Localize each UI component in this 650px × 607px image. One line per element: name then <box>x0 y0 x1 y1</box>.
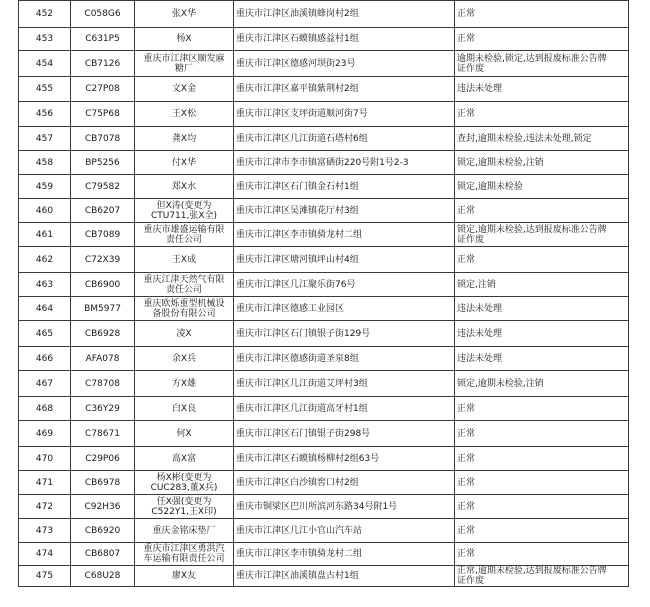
owner-line: 重庆欧烁重型机械设 <box>143 298 225 309</box>
address: 重庆市江津区石门镇金石村1组 <box>234 175 455 199</box>
plate-number: CB6978 <box>71 471 135 495</box>
owner-name <box>135 321 234 347</box>
status <box>455 1 629 28</box>
table-row <box>19 519 629 543</box>
owner-name <box>135 471 234 495</box>
owner-name <box>135 421 234 447</box>
address: 重庆市江津区白沙镇窖口村2组 <box>234 471 455 495</box>
owner-line: 文X金 <box>171 84 197 94</box>
row-number: 465 <box>19 321 71 347</box>
address: 重庆市铜梁区巴川所滨河东路34号附1号 <box>234 495 455 519</box>
plate-number: AFA078 <box>71 347 135 371</box>
owner-line: 杨X <box>176 34 192 44</box>
row-number: 462 <box>19 247 71 273</box>
table-row <box>19 495 629 519</box>
status <box>455 471 629 495</box>
plate-number: CB7078 <box>71 127 135 151</box>
table-row <box>19 151 629 175</box>
status-line: 证作废 <box>457 234 485 245</box>
status-line: 证作废 <box>457 63 485 74</box>
table-row <box>19 28 629 51</box>
status <box>455 297 629 321</box>
address: 重庆市江津区嘉平镇紫荆村2组 <box>234 77 455 102</box>
status-line: 锁定,逾期未检验,注销 <box>457 378 544 389</box>
status <box>455 543 629 566</box>
owner-line: 何X <box>176 428 192 439</box>
plate-number: CB6928 <box>71 321 135 347</box>
plate-number: C79582 <box>71 175 135 199</box>
owner-line: 重庆市江津区顺发麻 <box>143 53 225 64</box>
row-number: 473 <box>19 519 71 543</box>
address: 重庆市江津区吴滩镇花厅村3组 <box>234 199 455 223</box>
address: 重庆市江津区石门镇银子街298号 <box>234 421 455 447</box>
owner-name <box>135 495 234 519</box>
owner-name <box>135 273 234 297</box>
row-number: 471 <box>19 471 71 495</box>
address: 重庆市江津区几江聚乐街76号 <box>234 273 455 297</box>
status <box>455 273 629 297</box>
plate-number: C29P06 <box>71 447 135 471</box>
address: 重庆市江津区李市镇骑龙村二组 <box>234 543 455 566</box>
owner-line: 张X华 <box>171 9 197 19</box>
plate-number: CB7089 <box>71 223 135 247</box>
owner-line: 责任公司 <box>165 234 202 245</box>
owner-line: 责任公司 <box>165 284 202 295</box>
row-number: 458 <box>19 151 71 175</box>
address: 重庆市江津区李市镇骑龙村二组 <box>234 223 455 247</box>
table-row <box>19 447 629 471</box>
owner-name <box>135 247 234 273</box>
status <box>455 102 629 127</box>
status <box>455 495 629 519</box>
plate-number: C92H36 <box>71 495 135 519</box>
row-number: 467 <box>19 371 71 397</box>
address: 重庆市江津区几江街道艾坪村3组 <box>234 371 455 397</box>
row-number: 461 <box>19 223 71 247</box>
plate-number: CB6207 <box>71 199 135 223</box>
status <box>455 77 629 102</box>
table-row <box>19 199 629 223</box>
plate-number: C36Y29 <box>71 397 135 421</box>
row-number: 455 <box>19 77 71 102</box>
table-row <box>19 51 629 77</box>
row-number: 452 <box>19 1 71 28</box>
owner-line: 余X兵 <box>171 353 197 364</box>
status-line: 正常 <box>457 428 476 439</box>
plate-number: C631P5 <box>71 28 135 51</box>
address: 重庆市江津区石蟆镇杨柳村2组63号 <box>234 447 455 471</box>
address: 重庆市江津区德感工业园区 <box>234 297 455 321</box>
status-line: 违法未处理 <box>457 84 503 94</box>
address: 重庆市江津区几江街道石塔村6组 <box>234 127 455 151</box>
owner-line: C522Y1,王X印) <box>151 506 217 517</box>
address: 重庆市江津区几江街道高牙村1组 <box>234 397 455 421</box>
status-line: 正常 <box>457 501 476 512</box>
status <box>455 397 629 421</box>
vehicle-table <box>18 0 629 587</box>
row-number: 475 <box>19 566 71 587</box>
status-line: 正常 <box>457 477 476 488</box>
owner-line: 任X强(变更为 <box>156 496 212 507</box>
plate-number: CB7126 <box>71 51 135 77</box>
status-line: 正常,逾期未检验,达到报废标准公告牌 <box>457 566 607 576</box>
table-row <box>19 1 629 28</box>
status <box>455 247 629 273</box>
owner-line: 郑X水 <box>171 181 197 192</box>
owner-line: 车运输有限责任公司 <box>143 554 225 564</box>
table-row <box>19 543 629 566</box>
table-row <box>19 566 629 587</box>
status-line: 违法未处理 <box>457 353 503 364</box>
plate-number: C75P68 <box>71 102 135 127</box>
status <box>455 566 629 587</box>
owner-name <box>135 297 234 321</box>
owner-name <box>135 102 234 127</box>
status <box>455 347 629 371</box>
owner-line: 重庆市雄盛运输有限 <box>143 224 225 235</box>
owner-line: 王X成 <box>171 254 197 265</box>
plate-number: CB6807 <box>71 543 135 566</box>
status-line: 正常 <box>457 453 476 464</box>
status <box>455 151 629 175</box>
table-row <box>19 247 629 273</box>
table-row <box>19 421 629 447</box>
status-line: 违法未处理 <box>457 328 503 339</box>
owner-line: 备股份有限公司 <box>152 308 216 319</box>
status-line: 锁定,逾期未检验 <box>457 181 523 192</box>
owner-line: 重庆市江津区勇洪汽 <box>143 544 225 554</box>
status-line: 锁定,逾期未检验,注销 <box>457 157 544 168</box>
owner-line: 糖厂 <box>174 63 193 74</box>
row-number: 472 <box>19 495 71 519</box>
owner-name <box>135 175 234 199</box>
owner-name <box>135 447 234 471</box>
status <box>455 28 629 51</box>
row-number: 469 <box>19 421 71 447</box>
table-row <box>19 223 629 247</box>
plate-number: C68U28 <box>71 566 135 587</box>
owner-line: CTU711,张X全) <box>150 210 218 221</box>
row-number: 463 <box>19 273 71 297</box>
status-line: 锁定,注销 <box>457 279 496 290</box>
status-line: 正常 <box>457 205 476 216</box>
status-line: 查封,逾期未检验,违法未处理,锁定 <box>457 133 592 144</box>
owner-name <box>135 371 234 397</box>
table-row <box>19 297 629 321</box>
status <box>455 447 629 471</box>
row-number: 456 <box>19 102 71 127</box>
owner-name <box>135 151 234 175</box>
plate-number: CB6920 <box>71 519 135 543</box>
row-number: 474 <box>19 543 71 566</box>
status <box>455 175 629 199</box>
address: 重庆市江津区支坪街道顺河街7号 <box>234 102 455 127</box>
owner-name <box>135 397 234 421</box>
table-row <box>19 397 629 421</box>
status-line: 锁定,逾期未检验,达到报废标准公告牌 <box>457 224 607 235</box>
plate-number: C78708 <box>71 371 135 397</box>
owner-line: 方X雄 <box>171 378 197 389</box>
row-number: 459 <box>19 175 71 199</box>
status <box>455 51 629 77</box>
owner-line: 重庆金铭床垫厂 <box>152 525 216 536</box>
status-line: 正常 <box>457 9 476 19</box>
status-line: 正常 <box>457 254 476 265</box>
owner-name <box>135 519 234 543</box>
table-row <box>19 347 629 371</box>
owner-name <box>135 77 234 102</box>
owner-name <box>135 51 234 77</box>
table-row <box>19 102 629 127</box>
plate-number: BM5977 <box>71 297 135 321</box>
plate-number: BP5256 <box>71 151 135 175</box>
table-row <box>19 273 629 297</box>
owner-name <box>135 566 234 587</box>
status <box>455 223 629 247</box>
address: 重庆市江津区德感街道圣泉8组 <box>234 347 455 371</box>
owner-line: 付X华 <box>171 157 197 168</box>
status <box>455 519 629 543</box>
owner-line: CUC283,董X兵) <box>150 482 218 493</box>
plate-number: C27P08 <box>71 77 135 102</box>
row-number: 460 <box>19 199 71 223</box>
owner-line: 廖X友 <box>171 571 197 581</box>
status-line: 逾期未检验,锁定,达到报废标准公告牌 <box>457 53 607 64</box>
address: 重庆市江津区石蟆镇感益村1组 <box>234 28 455 51</box>
row-number: 453 <box>19 28 71 51</box>
table-row <box>19 471 629 495</box>
owner-name <box>135 543 234 566</box>
owner-line: 白X良 <box>171 403 197 414</box>
owner-line: 但X涛(变更为 <box>156 200 212 211</box>
plate-number: CB6900 <box>71 273 135 297</box>
row-number: 466 <box>19 347 71 371</box>
owner-line: 凌X <box>176 328 192 339</box>
table-row <box>19 127 629 151</box>
row-number: 470 <box>19 447 71 471</box>
row-number: 464 <box>19 297 71 321</box>
status-line: 正常 <box>457 403 476 414</box>
address: 重庆市江津区石门镇银子街129号 <box>234 321 455 347</box>
owner-name <box>135 28 234 51</box>
owner-name <box>135 1 234 28</box>
owner-line: 高X富 <box>171 453 197 464</box>
plate-number: C78671 <box>71 421 135 447</box>
address: 重庆市江津区油溪镇蜂岗村2组 <box>234 1 455 28</box>
status-line: 证作废 <box>457 576 485 586</box>
status <box>455 421 629 447</box>
owner-name <box>135 127 234 151</box>
status-line: 违法未处理 <box>457 303 503 314</box>
vehicle-table-body <box>19 1 629 587</box>
row-number: 468 <box>19 397 71 421</box>
owner-line: 重庆江津天然气有限 <box>143 274 225 285</box>
owner-line: 龚X均 <box>171 133 197 144</box>
row-number: 454 <box>19 51 71 77</box>
status-line: 正常 <box>457 34 476 44</box>
address: 重庆市江津区油溪镇盘古村1组 <box>234 566 455 587</box>
status <box>455 371 629 397</box>
owner-line: 杨X彬(变更为 <box>156 472 212 483</box>
address: 重庆市江津区几江小官山汽车站 <box>234 519 455 543</box>
status <box>455 199 629 223</box>
address: 重庆市江津市李市镇富硒街220号附1号2-3 <box>234 151 455 175</box>
owner-name <box>135 199 234 223</box>
table-row <box>19 77 629 102</box>
owner-name <box>135 347 234 371</box>
plate-number: C72X39 <box>71 247 135 273</box>
status-line: 正常 <box>457 109 476 119</box>
status-line: 正常 <box>457 549 476 559</box>
row-number: 457 <box>19 127 71 151</box>
table-row <box>19 371 629 397</box>
owner-line: 王X松 <box>171 109 197 119</box>
status-line: 正常 <box>457 525 476 536</box>
plate-number: C058G6 <box>71 1 135 28</box>
table-row <box>19 175 629 199</box>
address: 重庆市江津区塘河镇坪山村4组 <box>234 247 455 273</box>
owner-name <box>135 223 234 247</box>
table-row <box>19 321 629 347</box>
status <box>455 321 629 347</box>
status <box>455 127 629 151</box>
address: 重庆市江津区德感河坝街23号 <box>234 51 455 77</box>
